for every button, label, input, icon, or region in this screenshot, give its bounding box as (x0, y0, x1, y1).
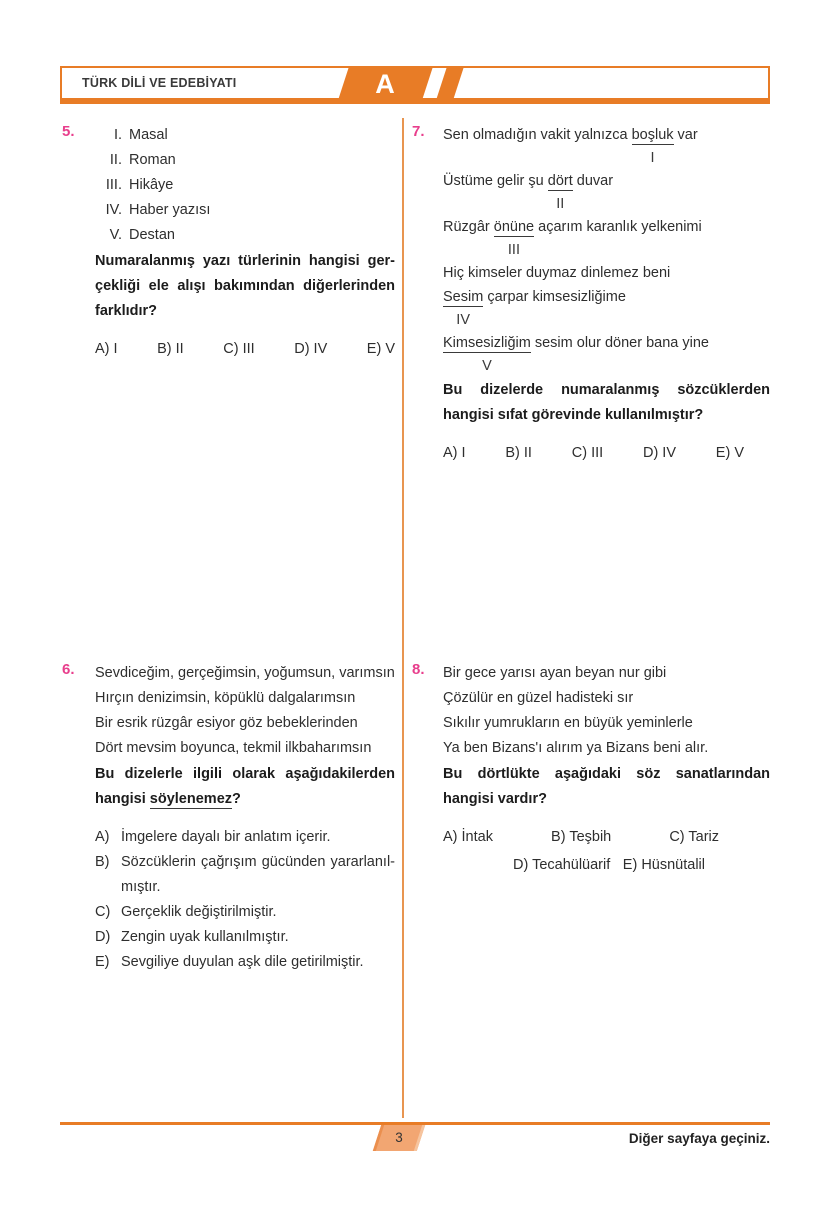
list-item (95, 198, 395, 223)
option-text: Sevgiliye duyulan aşk dile getirilmiştir. (121, 954, 364, 970)
header-bar (60, 66, 770, 104)
underlined-word: söylenemez (149, 791, 233, 807)
option-b: B) II (157, 341, 184, 357)
list-item (95, 123, 395, 148)
verse-text: sesim olur döner bana yine (530, 335, 709, 351)
verse-line: Ya ben Bizans'ı alırım ya Bizans beni alır. (443, 740, 709, 756)
list-item (95, 173, 395, 198)
page-number-badge (373, 1125, 425, 1151)
column-divider (402, 118, 404, 1118)
question-7 (412, 123, 770, 466)
option-text: Zengin uyak kullanılmıştır. (121, 929, 289, 945)
verse-line (443, 285, 770, 309)
numeral-line (443, 193, 770, 215)
stem-line: Numaralanmış yazı türlerinin hangisi ger- (95, 253, 395, 269)
stem-line: çekliği ele alışı bakımından diğerlerinden (95, 278, 395, 294)
option-c: C) III (571, 445, 604, 461)
list-item (95, 223, 395, 248)
numeral-line (443, 147, 770, 169)
option-label: A) (95, 829, 110, 845)
verse-line (443, 331, 770, 355)
verse-line (443, 169, 770, 193)
item-text: Destan (129, 227, 175, 243)
option-d: D) Tecahülüarif (513, 857, 611, 873)
underlined-word: dört (547, 173, 573, 189)
option-text: Sözcüklerin çağrışım gücünden yararlanıl- (121, 854, 395, 870)
question-stem (95, 762, 395, 812)
roman-numeral-marker: III (507, 242, 520, 258)
item-text: Masal (129, 127, 168, 143)
question-number: 7. (412, 123, 425, 140)
option-label: D) (95, 929, 111, 945)
roman-numeral-marker: V (482, 358, 492, 374)
item-text: Roman (129, 152, 176, 168)
underlined-word: önüne (493, 219, 535, 235)
roman-numeral-marker: II (556, 196, 565, 212)
option-e: E) Hüsnütalil (622, 857, 705, 873)
verse-text: Üstüme gelir şu (443, 173, 548, 189)
verse-line (443, 215, 770, 239)
verse-text: Rüzgâr (443, 219, 494, 235)
verse-line: Dört mevsim boyunca, tekmil ilkbaharımsın (95, 740, 372, 756)
option-c: C) Tariz (669, 829, 719, 845)
options-row-2 (513, 853, 705, 878)
option-text: Gerçeklik değiştirilmiştir. (121, 904, 277, 920)
option-label: E) (95, 954, 110, 970)
verse-text: Hiç kimseler duymaz dinlemez beni (443, 265, 671, 281)
option-a: A) I (95, 341, 118, 357)
underlined-word: Kimsesizliğim (443, 335, 531, 351)
verse-line: Sevdiceğim, gerçeğimsin, yoğumsun, varımsın (95, 665, 395, 681)
list-item (95, 148, 395, 173)
question-stem (95, 249, 395, 324)
option-text: İmgelere dayalı bir anlatım içerir. (121, 829, 331, 845)
option-a (95, 825, 395, 850)
roman-numeral-marker: IV (456, 312, 470, 328)
verse-line: Bir esrik rüzgâr esiyor göz bebeklerinden (95, 715, 358, 731)
verse-line: Hırçın denizimsin, köpüklü dalgalarımsın (95, 690, 356, 706)
stem-text: hangisi (95, 791, 150, 807)
underlined-word: boşluk (631, 127, 674, 143)
stem-line: hangisi vardır? (443, 791, 547, 807)
stem-line: Bu dizelerle ilgili olarak aşağıdakilerden (95, 766, 395, 782)
stem-line: farklıdır? (95, 303, 158, 319)
item-text: Haber yazısı (129, 202, 211, 218)
underlined-word: Sesim (443, 289, 484, 305)
question-number: 5. (62, 123, 75, 140)
verse-text: çarpar kimsesizliğime (483, 289, 626, 305)
question-number: 8. (412, 661, 425, 678)
verse-text: Sen olmadığın vakit yalnızca (443, 127, 632, 143)
option-d (95, 925, 395, 950)
stem-line: hangisi sıfat görevinde kullanılmıştır? (443, 407, 704, 423)
option-b: B) Teşbih (551, 829, 612, 845)
option-text: mıştır. (121, 879, 161, 895)
option-e (95, 950, 395, 975)
option-b: B) II (505, 445, 532, 461)
option-a: A) İntak (443, 829, 493, 845)
option-b (95, 850, 395, 900)
roman-numeral: IV. (105, 202, 122, 218)
option-c (95, 900, 395, 925)
question-number: 6. (62, 661, 75, 678)
footer-note: Diğer sayfaya geçiniz. (628, 1131, 770, 1146)
numeral-line (443, 309, 770, 331)
stem-line: Bu dizelerde numaralanmış sözcüklerden (443, 382, 770, 398)
roman-numeral: III. (105, 177, 122, 193)
option-label: B) (95, 854, 110, 870)
options-list (95, 825, 395, 975)
question-5 (62, 123, 395, 362)
question-stem (443, 378, 770, 428)
verse-text: var (673, 127, 698, 143)
booklet-letter: A (375, 69, 395, 99)
question-6 (62, 661, 395, 975)
roman-numeral-marker: I (650, 150, 655, 166)
stem-line: Bu dörtlükte aşağıdaki söz sanatlarından (443, 766, 770, 782)
option-d: D) IV (294, 341, 328, 357)
verse-text: açarım karanlık yelkenimi (534, 219, 702, 235)
page-number: 3 (395, 1130, 403, 1145)
option-a: A) I (443, 445, 466, 461)
booklet-stripe (435, 66, 464, 104)
options-row (443, 441, 744, 466)
roman-numeral: II. (109, 152, 122, 168)
verse-line: Bir gece yarısı ayan beyan nur gibi (443, 665, 667, 681)
option-d: D) IV (642, 445, 676, 461)
verse-line (443, 261, 770, 285)
item-text: Hikâye (129, 177, 174, 193)
numeral-line (443, 239, 770, 261)
roman-numeral: V. (109, 227, 122, 243)
option-e: E) V (715, 445, 744, 461)
verse-line: Sıkılır yumrukların en büyük yeminlerle (443, 715, 693, 731)
booklet-letter-badge (337, 66, 433, 104)
verse-line: Çözülür en güzel hadisteki sır (443, 690, 634, 706)
verse-text: duvar (572, 173, 614, 189)
verse-line (443, 123, 770, 147)
option-label: C) (95, 904, 111, 920)
question-8 (412, 661, 770, 878)
option-c: C) III (223, 341, 255, 357)
option-e: E) V (366, 341, 395, 357)
numeral-line (443, 355, 770, 377)
stem-text: ? (232, 791, 241, 807)
options-row (95, 337, 395, 362)
stem-line (95, 787, 395, 812)
roman-numeral: I. (113, 127, 122, 143)
options-row-1 (443, 825, 719, 850)
course-title: TÜRK DİLİ VE EDEBİYATI (82, 76, 237, 90)
question-stem (443, 762, 770, 812)
